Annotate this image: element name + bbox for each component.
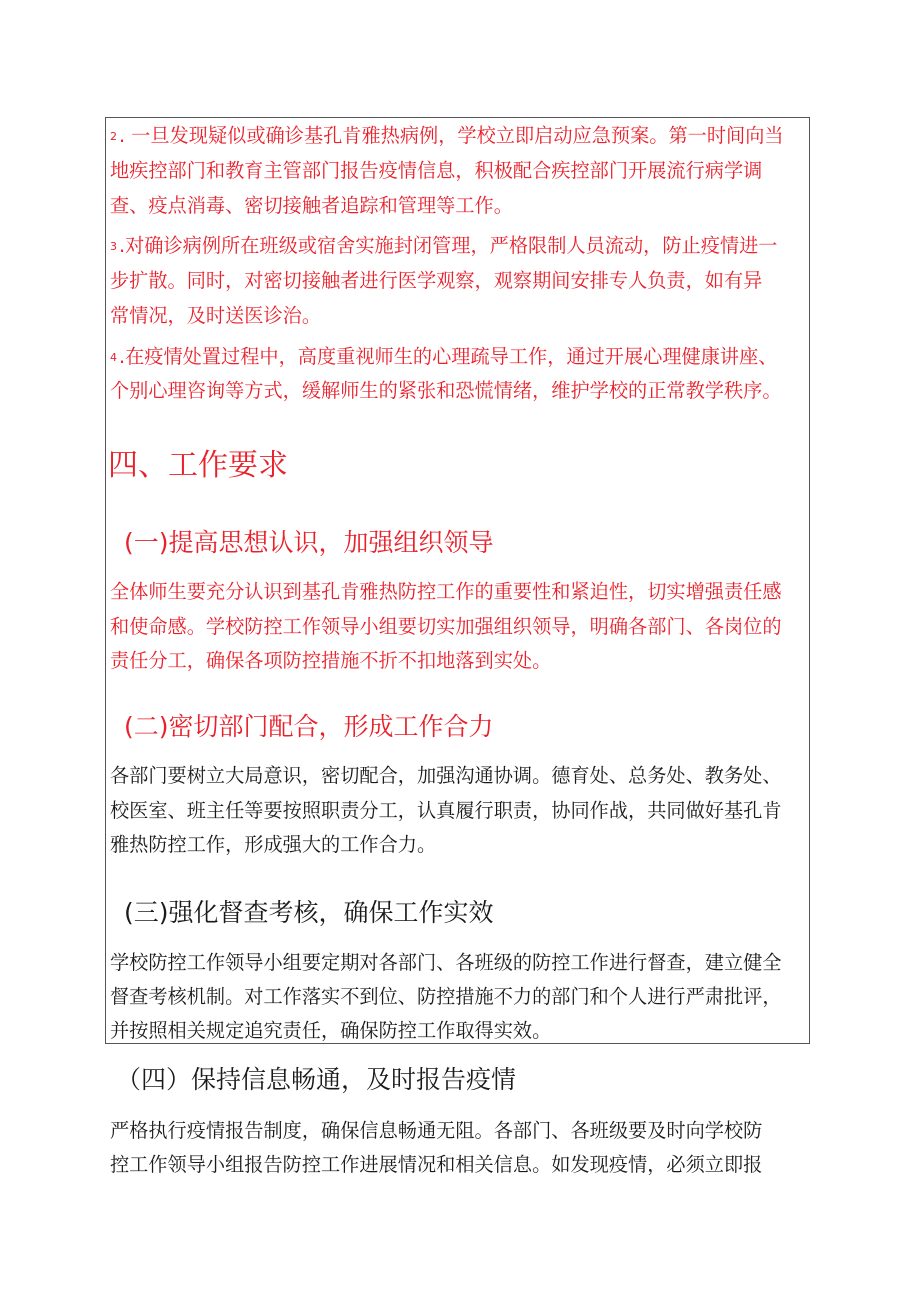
subsection-1-title: (一)提高思想认识，加强组织领导 [124, 528, 494, 557]
subsection-4-line-2: 控工作领导小组报告防控工作进展情况和相关信息。如发现疫情，必须立即报 [110, 1153, 763, 1176]
subsection-3-line-1: 学校防控工作领导小组要定期对各部门、各班级的防控工作进行督查，建立健全 [110, 951, 782, 974]
subsection-4-title: （四）保持信息畅通，及时报告疫情 [116, 1065, 517, 1094]
subsection-1-line-2: 和使命感。学校防控工作领导小组要切实加强组织领导，明确各部门、各岗位的 [110, 615, 782, 638]
item-2-line-3: 查、疫点消毒、密切接触者追踪和管理等工作。 [110, 194, 513, 217]
item-number: 2 [110, 130, 117, 143]
item-3-line-2: 步扩散。同时，对密切接触者进行医学观察，观察期间安排专人负责，如有异 [110, 269, 763, 292]
subsection-1-line-1: 全体师生要充分认识到基孔肯雅热防控工作的重要性和紧迫性，切实增强责任感 [110, 580, 782, 603]
subsection-3-title: (三)强化督查考核，确保工作实效 [124, 898, 494, 927]
item-4-line-2: 个别心理咨询等方式，缓解师生的紧张和恐慌情绪，维护学校的正常教学秩序。 [110, 379, 782, 402]
subsection-2-line-3: 雅热防控工作，形成强大的工作合力。 [110, 833, 437, 856]
subsection-2-line-2: 校医室、班主任等要按照职责分工，认真履行职责，协同作战，共同做好基孔肯 [110, 799, 782, 822]
item-3-line-3: 常情况，及时送医诊治。 [110, 304, 322, 327]
item-2-line-2: 地疾控部门和教育主管部门报告疫情信息，积极配合疾控部门开展流行病学调 [110, 159, 763, 182]
item-number: 4 [110, 351, 117, 364]
section-title: 四、工作要求 [108, 448, 288, 483]
subsection-1-line-3: 责任分工，确保各项防控措施不折不扣地落到实处。 [110, 649, 552, 672]
subsection-4-line-1: 严格执行疫情报告制度，确保信息畅通无阻。各部门、各班级要及时向学校防 [110, 1119, 763, 1142]
subsection-3-line-2: 督查考核机制。对工作落实不到位、防控措施不力的部门和个人进行严肃批评， [110, 985, 782, 1008]
item-number: 3 [110, 240, 117, 253]
subsection-2-line-1: 各部门要树立大局意识，密切配合，加强沟通协调。德育处、总务处、教务处、 [110, 764, 782, 787]
item-4-line-1: 4 .在疫情处置过程中，高度重视师生的心理疏导工作，通过开展心理健康讲座、 [110, 345, 778, 368]
subsection-2-title: (二)密切部门配合，形成工作合力 [124, 712, 494, 741]
item-2-line-1: 2 . 一旦发现疑似或确诊基孔肯雅热病例，学校立即启动应急预案。第一时间向当 [110, 124, 784, 147]
subsection-3-line-3: 并按照相关规定追究责任，确保防控工作取得实效。 [110, 1019, 552, 1042]
item-3-line-1: 3 .对确诊病例所在班级或宿舍实施封闭管理，严格限制人员流动，防止疫情进一 [110, 234, 778, 257]
